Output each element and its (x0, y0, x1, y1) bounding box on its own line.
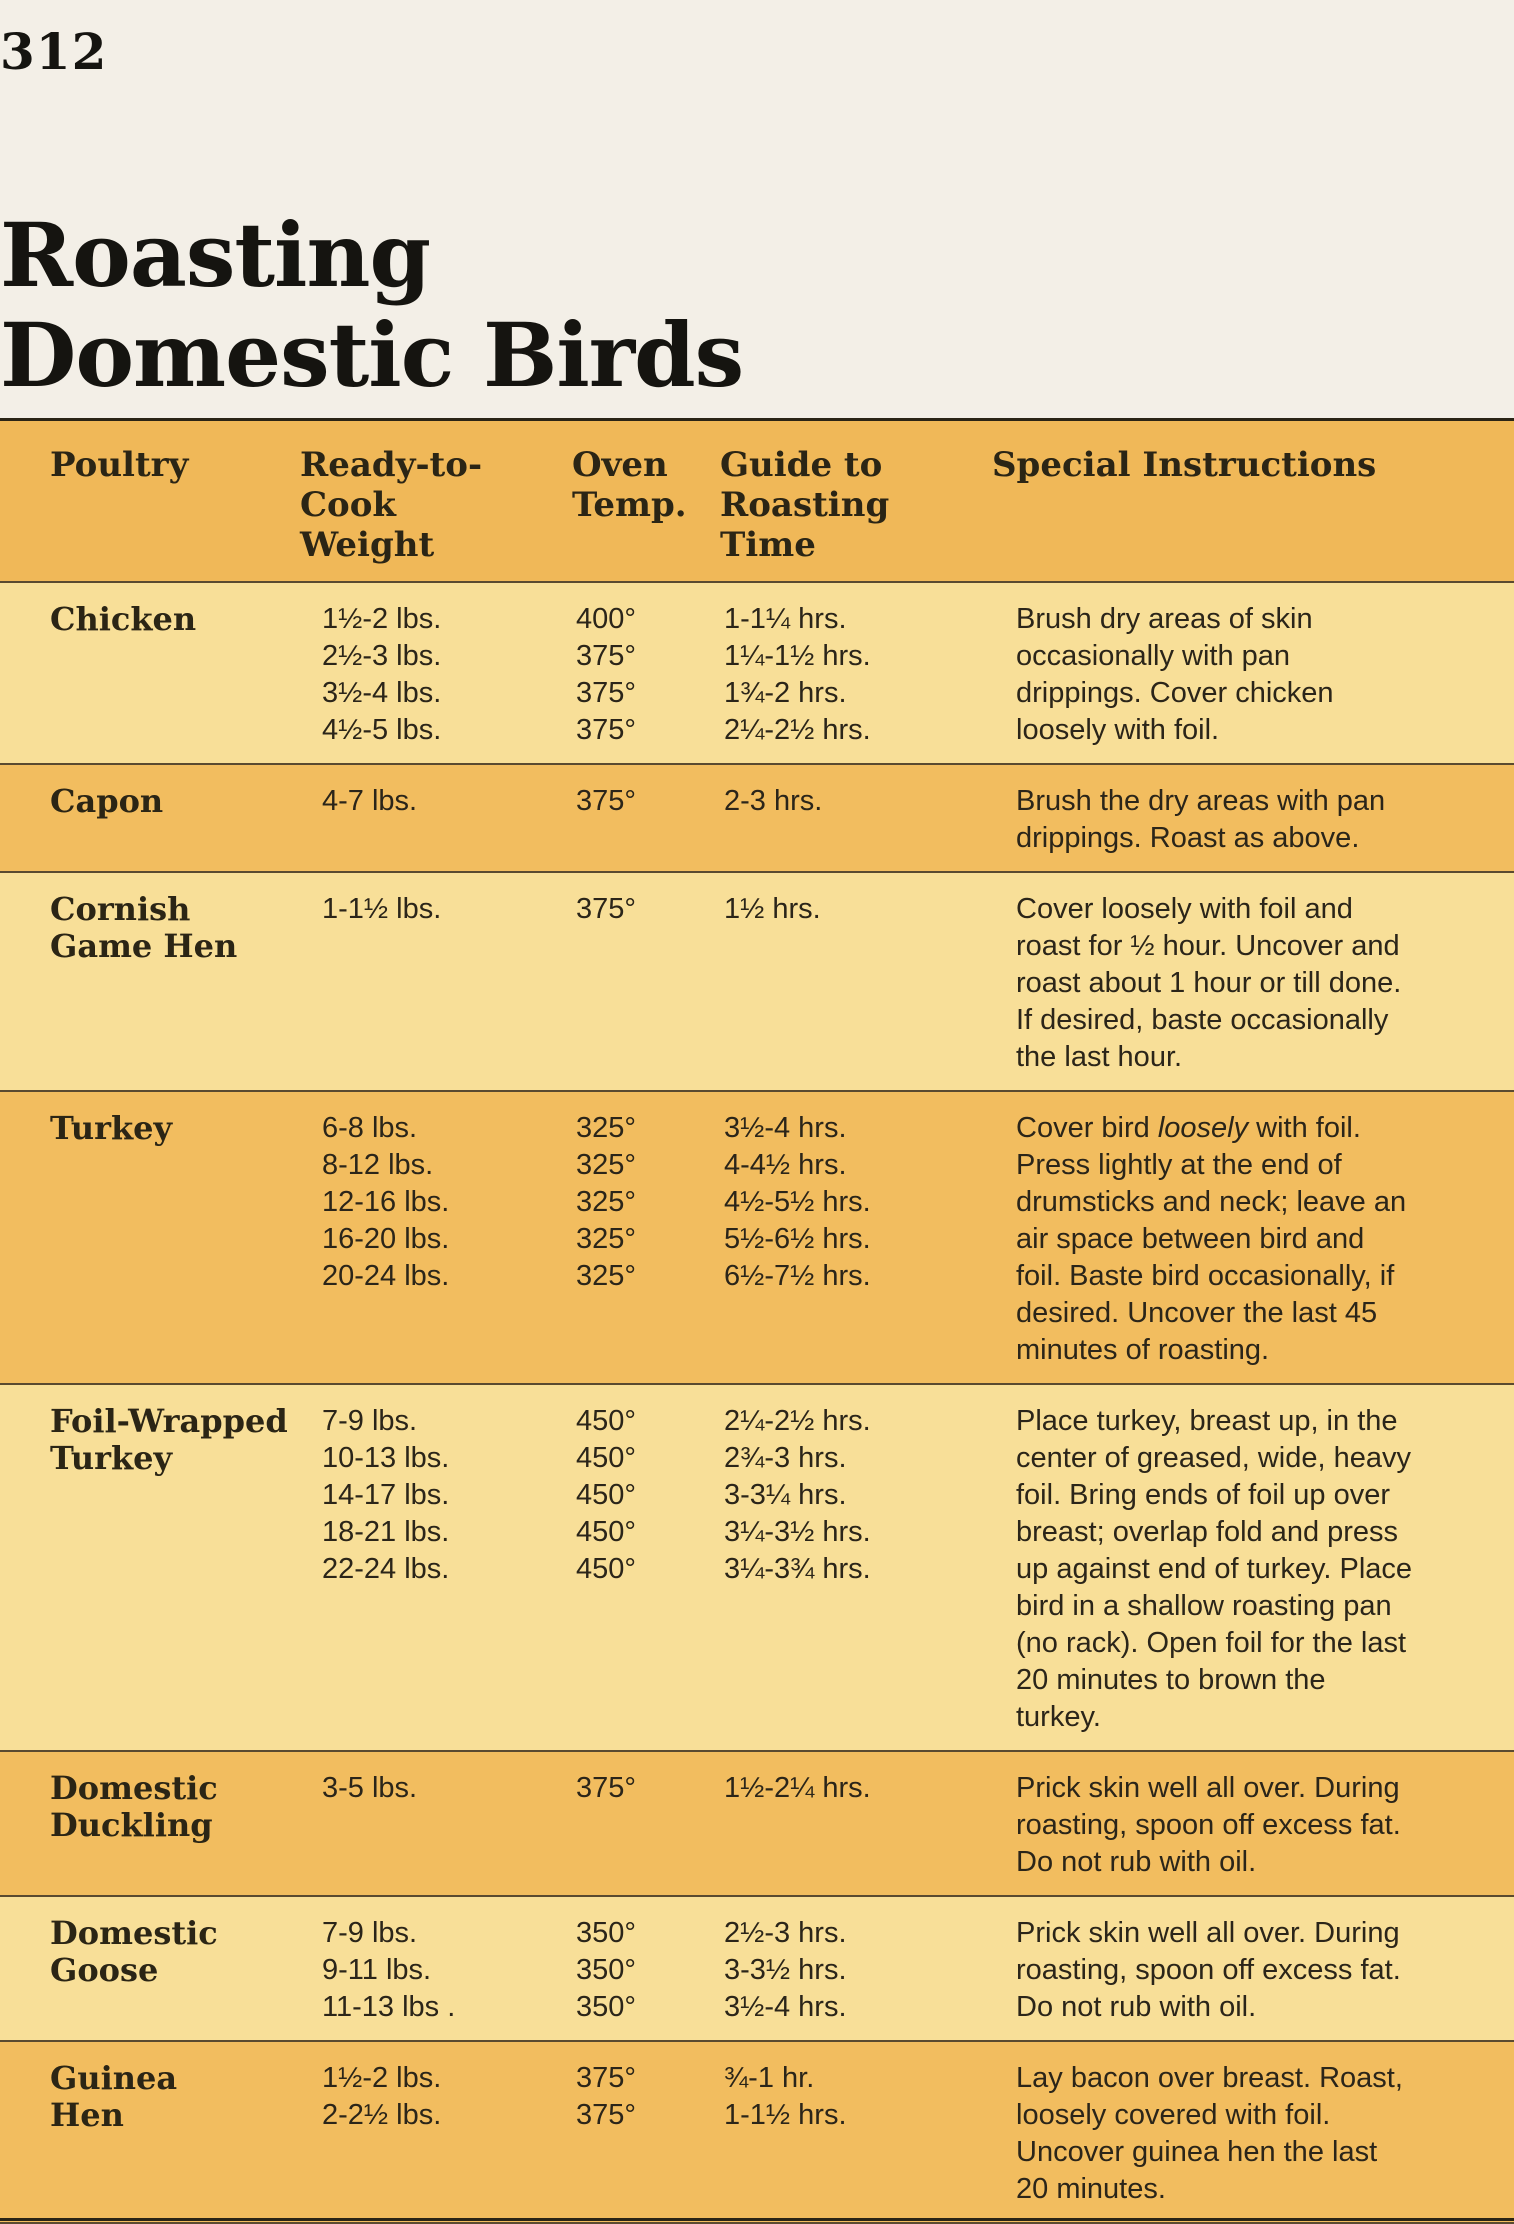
poultry-name-line: Turkey (50, 1109, 173, 1147)
oven-temp (572, 2041, 720, 2223)
special-instructions-line: breast; overlap fold and press (1016, 1516, 1399, 1548)
roasting-time-line: 1¼-1½ hrs. (724, 640, 871, 672)
roasting-time-line: 2½-3 hrs. (724, 1917, 847, 1949)
ready-to-cook-weight (300, 582, 572, 764)
oven-temp (572, 872, 720, 1091)
ready-to-cook-weight-line: 1½-2 lbs. (322, 603, 442, 635)
header-weight: Ready-to- Cook Weight (300, 445, 483, 565)
ready-to-cook-weight-line: 18-21 lbs. (322, 1516, 450, 1548)
oven-temp (572, 1091, 720, 1384)
oven-temp-line: 375° (576, 785, 636, 817)
header-roasting-time: Guide to Roasting Time (720, 445, 890, 565)
page-title (0, 205, 743, 405)
special-instructions-line: minutes of roasting. (1016, 1334, 1270, 1366)
poultry-name (0, 1751, 300, 1896)
roasting-time (720, 1091, 992, 1384)
special-instructions-line: Brush the dry areas with pan (1016, 785, 1386, 817)
ready-to-cook-weight (300, 764, 572, 872)
ready-to-cook-weight-line: 9-11 lbs. (322, 1954, 432, 1986)
special-instructions-line: Do not rub with oil. (1016, 1846, 1257, 1878)
poultry-name (0, 764, 300, 872)
ready-to-cook-weight-line: 4-7 lbs. (322, 785, 418, 817)
poultry-name-line: Chicken (50, 600, 197, 638)
special-instructions-line: Lay bacon over breast. Roast, (1016, 2062, 1403, 2094)
title-line-2: Domestic Birds (0, 303, 744, 407)
oven-temp-line: 375° (576, 640, 636, 672)
special-instructions-line: Cover loosely with foil and (1016, 893, 1353, 925)
ready-to-cook-weight-line: 4½-5 lbs. (322, 714, 442, 746)
table-header-row (0, 420, 1514, 583)
special-instructions-line: drippings. Roast as above. (1016, 822, 1360, 854)
page-number: 312 (0, 22, 108, 81)
roasting-time-line: 2-3 hrs. (724, 785, 823, 817)
roasting-time-line: 1¾-2 hrs. (724, 677, 847, 709)
poultry-name-line: Domestic (50, 1914, 218, 1952)
roasting-time-line: 2¼-2½ hrs. (724, 1405, 871, 1437)
roasting-table (0, 418, 1514, 2224)
ready-to-cook-weight-line: 8-12 lbs. (322, 1149, 434, 1181)
poultry-name-line: Hen (50, 2096, 124, 2134)
table-row (0, 1896, 1514, 2041)
ready-to-cook-weight-line: 20-24 lbs. (322, 1260, 450, 1292)
special-instructions-line: 20 minutes to brown the (1016, 1664, 1326, 1696)
oven-temp-line: 450° (576, 1442, 636, 1474)
roasting-time-line: 3½-4 hrs. (724, 1991, 847, 2023)
ready-to-cook-weight-line: 22-24 lbs. (322, 1553, 450, 1585)
roasting-time-line: 3-3¼ hrs. (724, 1479, 847, 1511)
table-row (0, 1091, 1514, 1384)
poultry-name (0, 582, 300, 764)
roasting-time-line: 4-4½ hrs. (724, 1149, 847, 1181)
oven-temp-line: 450° (576, 1553, 636, 1585)
special-instructions-line: desired. Uncover the last 45 (1016, 1297, 1378, 1329)
oven-temp-line: 325° (576, 1260, 636, 1292)
oven-temp-line: 450° (576, 1405, 636, 1437)
oven-temp (572, 582, 720, 764)
poultry-name-line: Capon (50, 782, 164, 820)
roasting-time-line: 3-3½ hrs. (724, 1954, 847, 1986)
special-instructions (992, 1751, 1514, 1896)
ready-to-cook-weight-line: 3½-4 lbs. (322, 677, 442, 709)
special-instructions-line: air space between bird and (1016, 1223, 1365, 1255)
ready-to-cook-weight-line: 14-17 lbs. (322, 1479, 450, 1511)
roasting-time-line: 3¼-3¾ hrs. (724, 1553, 871, 1585)
special-instructions (992, 872, 1514, 1091)
roasting-time (720, 2041, 992, 2223)
title-line-1: Roasting (0, 203, 430, 307)
ready-to-cook-weight (300, 1751, 572, 1896)
roasting-time-line: 1½ hrs. (724, 893, 821, 925)
roasting-time (720, 872, 992, 1091)
poultry-name-line: Duckling (50, 1806, 213, 1844)
ready-to-cook-weight-line: 2½-3 lbs. (322, 640, 442, 672)
special-instructions-line: foil. Baste bird occasionally, if (1016, 1260, 1395, 1292)
special-instructions (992, 1384, 1514, 1751)
special-instructions-line: bird in a shallow roasting pan (1016, 1590, 1392, 1622)
special-instructions-line: Do not rub with oil. (1016, 1991, 1257, 2023)
poultry-name-line: Cornish (50, 890, 191, 928)
roasting-time-line: 2¾-3 hrs. (724, 1442, 847, 1474)
oven-temp-line: 375° (576, 677, 636, 709)
ready-to-cook-weight-line: 12-16 lbs. (322, 1186, 450, 1218)
poultry-name-line: Goose (50, 1951, 159, 1989)
special-instructions-line: roasting, spoon off excess fat. (1016, 1954, 1401, 1986)
instruction-text: with foil. (1248, 1112, 1361, 1144)
table-row (0, 582, 1514, 764)
special-instructions-line: Uncover guinea hen the last (1016, 2136, 1378, 2168)
oven-temp-line: 350° (576, 1991, 636, 2023)
poultry-name-line: Game Hen (50, 927, 238, 965)
roasting-time-line: 1-1½ hrs. (724, 2099, 847, 2131)
oven-temp-line: 325° (576, 1223, 636, 1255)
special-instructions (992, 582, 1514, 764)
oven-temp (572, 764, 720, 872)
roasting-time-line: 2¼-2½ hrs. (724, 714, 871, 746)
special-instructions (992, 1091, 1514, 1384)
ready-to-cook-weight-line: 2-2½ lbs. (322, 2099, 442, 2131)
oven-temp-line: 350° (576, 1917, 636, 1949)
roasting-time-line: 6½-7½ hrs. (724, 1260, 871, 1292)
table-row (0, 1384, 1514, 1751)
poultry-name-line: Foil-Wrapped (50, 1402, 288, 1440)
special-instructions (992, 2041, 1514, 2223)
ready-to-cook-weight (300, 1091, 572, 1384)
table-body (0, 582, 1514, 2223)
ready-to-cook-weight (300, 872, 572, 1091)
roasting-time (720, 764, 992, 872)
oven-temp (572, 1751, 720, 1896)
poultry-name-line: Turkey (50, 1439, 173, 1477)
oven-temp (572, 1896, 720, 2041)
roasting-time (720, 1751, 992, 1896)
special-instructions-line: drippings. Cover chicken (1016, 677, 1334, 709)
poultry-name (0, 872, 300, 1091)
ready-to-cook-weight-line: 1-1½ lbs. (322, 893, 442, 925)
table-row (0, 1751, 1514, 1896)
oven-temp-line: 350° (576, 1954, 636, 1986)
ready-to-cook-weight-line: 6-8 lbs. (322, 1112, 418, 1144)
special-instructions (992, 1896, 1514, 2041)
special-instructions-line: 20 minutes. (1016, 2173, 1166, 2205)
special-instructions-line: Prick skin well all over. During (1016, 1772, 1400, 1804)
ready-to-cook-weight (300, 2041, 572, 2223)
roasting-time-line: 5½-6½ hrs. (724, 1223, 871, 1255)
poultry-name-line: Guinea (50, 2059, 178, 2097)
ready-to-cook-weight-line: 7-9 lbs. (322, 1917, 418, 1949)
poultry-name (0, 1896, 300, 2041)
oven-temp-line: 375° (576, 714, 636, 746)
special-instructions-line: roast for ½ hour. Uncover and (1016, 930, 1400, 962)
special-instructions-line: Press lightly at the end of (1016, 1149, 1342, 1181)
poultry-name-line: Domestic (50, 1769, 218, 1807)
special-instructions-line: foil. Bring ends of foil up over (1016, 1479, 1390, 1511)
oven-temp-line: 450° (576, 1516, 636, 1548)
poultry-name (0, 2041, 300, 2223)
header-special-instructions: Special Instructions (992, 445, 1377, 485)
special-instructions-line: (no rack). Open foil for the last (1016, 1627, 1407, 1659)
roasting-time-line: 3¼-3½ hrs. (724, 1516, 871, 1548)
special-instructions-line: Prick skin well all over. During (1016, 1917, 1400, 1949)
special-instructions-line: the last hour. (1016, 1041, 1183, 1073)
special-instructions-line: roasting, spoon off excess fat. (1016, 1809, 1401, 1841)
special-instructions-line: occasionally with pan (1016, 640, 1291, 672)
oven-temp-line: 325° (576, 1112, 636, 1144)
ready-to-cook-weight-line: 16-20 lbs. (322, 1223, 450, 1255)
table-row (0, 764, 1514, 872)
roasting-time (720, 582, 992, 764)
special-instructions-line: If desired, baste occasionally (1016, 1004, 1389, 1036)
poultry-name (0, 1384, 300, 1751)
special-instructions-line: loosely covered with foil. (1016, 2099, 1331, 2131)
oven-temp-line: 375° (576, 1772, 636, 1804)
special-instructions (992, 764, 1514, 872)
ready-to-cook-weight-line: 7-9 lbs. (322, 1405, 418, 1437)
special-instructions-line: roast about 1 hour or till done. (1016, 967, 1402, 999)
oven-temp-line: 375° (576, 2099, 636, 2131)
special-instructions-line: turkey. (1016, 1701, 1101, 1733)
instruction-emphasis: loosely (1157, 1112, 1249, 1144)
roasting-time-line: 4½-5½ hrs. (724, 1186, 871, 1218)
special-instructions-line: Brush dry areas of skin (1016, 603, 1313, 635)
special-instructions-line: Place turkey, breast up, in the (1016, 1405, 1398, 1437)
instruction-text: Cover bird (1016, 1112, 1158, 1144)
table-row (0, 2041, 1514, 2223)
oven-temp (572, 1384, 720, 1751)
oven-temp-line: 375° (576, 893, 636, 925)
table-row (0, 872, 1514, 1091)
roasting-time (720, 1384, 992, 1751)
ready-to-cook-weight-line: 1½-2 lbs. (322, 2062, 442, 2094)
roasting-time-line: 1½-2¼ hrs. (724, 1772, 871, 1804)
ready-to-cook-weight-line: 3-5 lbs. (322, 1772, 418, 1804)
oven-temp-line: 400° (576, 603, 636, 635)
roasting-time-line: ¾-1 hr. (724, 2062, 815, 2094)
ready-to-cook-weight-line: 11-13 lbs . (322, 1991, 456, 2023)
oven-temp-line: 325° (576, 1149, 636, 1181)
oven-temp-line: 325° (576, 1186, 636, 1218)
ready-to-cook-weight-line: 10-13 lbs. (322, 1442, 450, 1474)
oven-temp-line: 450° (576, 1479, 636, 1511)
ready-to-cook-weight (300, 1384, 572, 1751)
roasting-time (720, 1896, 992, 2041)
special-instructions-line: up against end of turkey. Place (1016, 1553, 1413, 1585)
oven-temp-line: 375° (576, 2062, 636, 2094)
header-poultry: Poultry (50, 445, 189, 485)
special-instructions-line: center of greased, wide, heavy (1016, 1442, 1411, 1474)
roasting-table-container (0, 418, 1514, 2224)
ready-to-cook-weight (300, 1896, 572, 2041)
poultry-name (0, 1091, 300, 1384)
roasting-time-line: 3½-4 hrs. (724, 1112, 847, 1144)
roasting-time-line: 1-1¼ hrs. (724, 603, 847, 635)
header-oven-temp: Oven Temp. (572, 445, 687, 525)
special-instructions-line (1016, 1110, 1474, 1147)
special-instructions-line: drumsticks and neck; leave an (1016, 1186, 1407, 1218)
special-instructions-line: loosely with foil. (1016, 714, 1220, 746)
